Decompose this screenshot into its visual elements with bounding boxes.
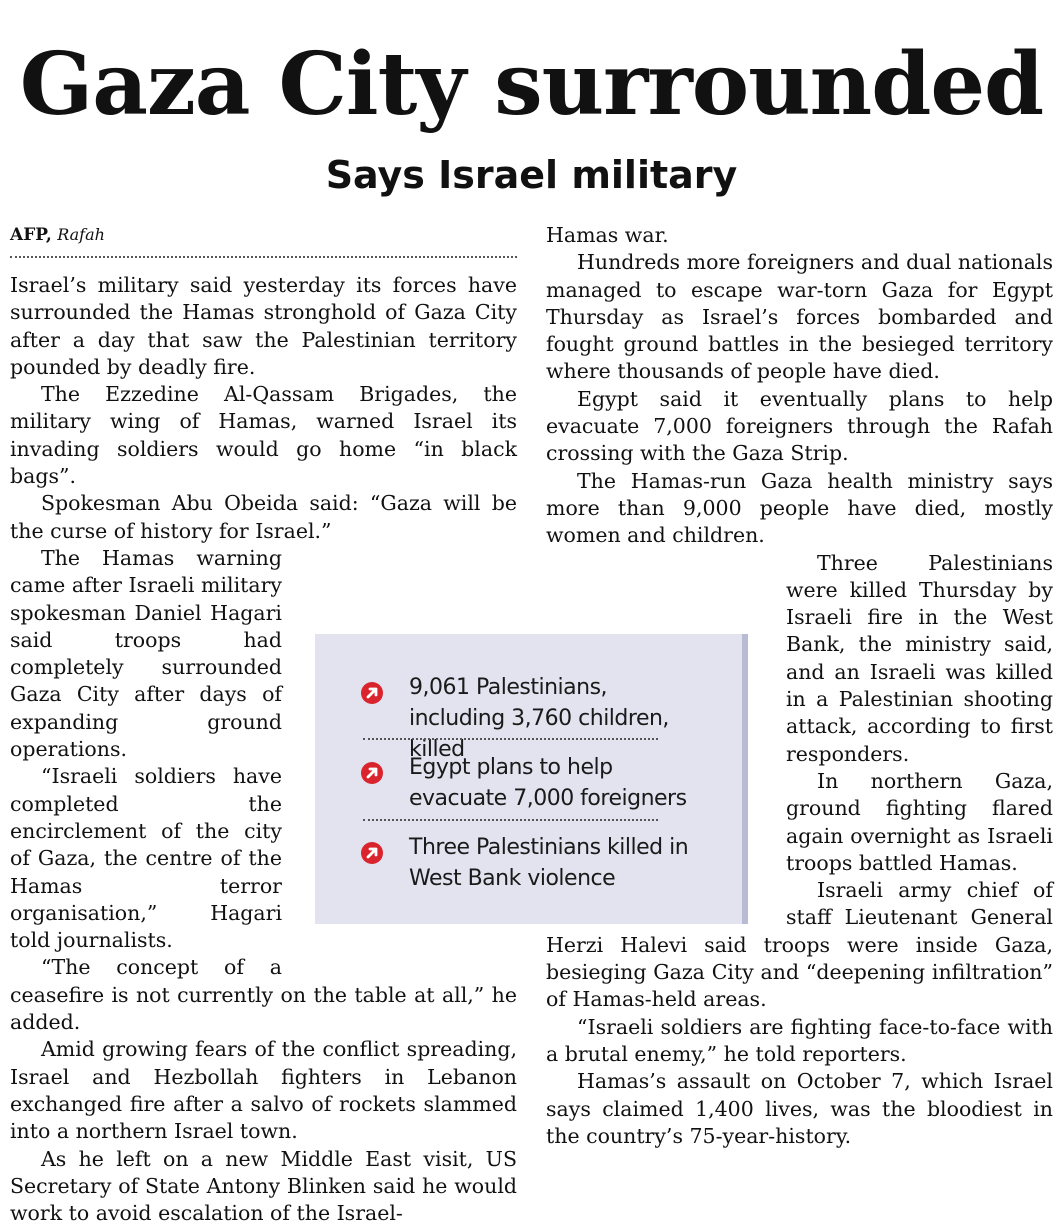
byline-agency: AFP,: [10, 225, 52, 245]
paragraph: As he left on a new Middle East visit, US Secretary of State Antony Blinken said he would work to avoid escalation of the Israel-: [10, 1146, 517, 1227]
paragraph: “Israeli soldiers are fighting face-to-face with a brutal enemy,” he told reporters.: [546, 1014, 1053, 1069]
paragraph: Israel’s military said yesterday its forces have surrounded the Hamas stronghold of Gaza City after a day that saw the Palestinian territory pounded by deadly fire.: [10, 272, 517, 381]
paragraph: Egypt said it eventually plans to help evacuate 7,000 foreigners through the Rafah crossing with the Gaza Strip.: [546, 386, 1053, 468]
paragraph: Hamas war.: [546, 222, 1053, 249]
highlight-divider: [363, 819, 658, 821]
paragraph: The Ezzedine Al-Qassam Brigades, the military wing of Hamas, warned Israel its invading soldiers would go home “in black bags”.: [10, 381, 517, 490]
subheadline: Says Israel military: [0, 150, 1063, 200]
paragraph-text: The Hamas warning came after Israeli military spokesman Daniel Hagari said troops had completely surrounded Gaza City after days of expanding ground operations.: [10, 546, 282, 761]
paragraph-text: Three Palestinians were killed Thursday by Israeli fire in the West Bank, the ministry said, and an Israeli was killed in a Palestinian shooting attack, according to first responders.: [786, 551, 1053, 766]
paragraph: Hundreds more foreigners and dual nationals managed to escape war-torn Gaza for Egypt Thursday as Israel’s forces bombarded and fought ground battles in the besieged territory where thousands of people have died.: [546, 249, 1053, 385]
highlight-text: 9,061 Palestinians, including 3,760 children, killed: [409, 672, 709, 765]
paragraph: In northern Gaza, ground fighting flared again overnight as Israeli troops battled Hamas.: [546, 768, 1053, 877]
highlight-text: Three Palestinians killed in West Bank violence: [409, 832, 709, 894]
arrow-icon: [361, 682, 383, 704]
byline-divider: [10, 256, 517, 258]
paragraph: “The concept of a ceasefire is not currently on the table at all,” he added.: [10, 954, 517, 1036]
paragraph: Hamas’s assault on October 7, which Israel says claimed 1,400 lives, was the bloodiest in the country’s 75-year-history.: [546, 1068, 1053, 1150]
arrow-icon: [361, 842, 383, 864]
headline: Gaza City surrounded: [0, 30, 1063, 140]
paragraph: Amid growing fears of the conflict spreading, Israel and Hezbollah fighters in Lebanon exchanged fire after a salvo of rockets slammed into a northern Israel town.: [10, 1036, 517, 1145]
highlight-text: Egypt plans to help evacuate 7,000 foreigners: [409, 752, 709, 814]
paragraph: Israeli army chief of staff Lieutenant General Herzi Halevi said troops were inside Gaza, besieging Gaza City and “deepening infiltration” of Hamas-held areas.: [546, 877, 1053, 1013]
arrow-icon: [361, 762, 383, 784]
byline-dateline: Rafah: [57, 225, 105, 244]
highlight-divider: [363, 738, 658, 740]
paragraph: The Hamas-run Gaza health ministry says more than 9,000 people have died, mostly women and children.: [546, 468, 1053, 550]
byline: [10, 222, 517, 248]
paragraph: “Israeli soldiers have completed the encirclement of the city of Gaza, the centre of the Hamas terror organisation,” Hagari told journalists.: [10, 763, 517, 954]
paragraph: Spokesman Abu Obeida said: “Gaza will be the curse of history for Israel.”: [10, 490, 517, 545]
highlights-box: [315, 634, 748, 924]
